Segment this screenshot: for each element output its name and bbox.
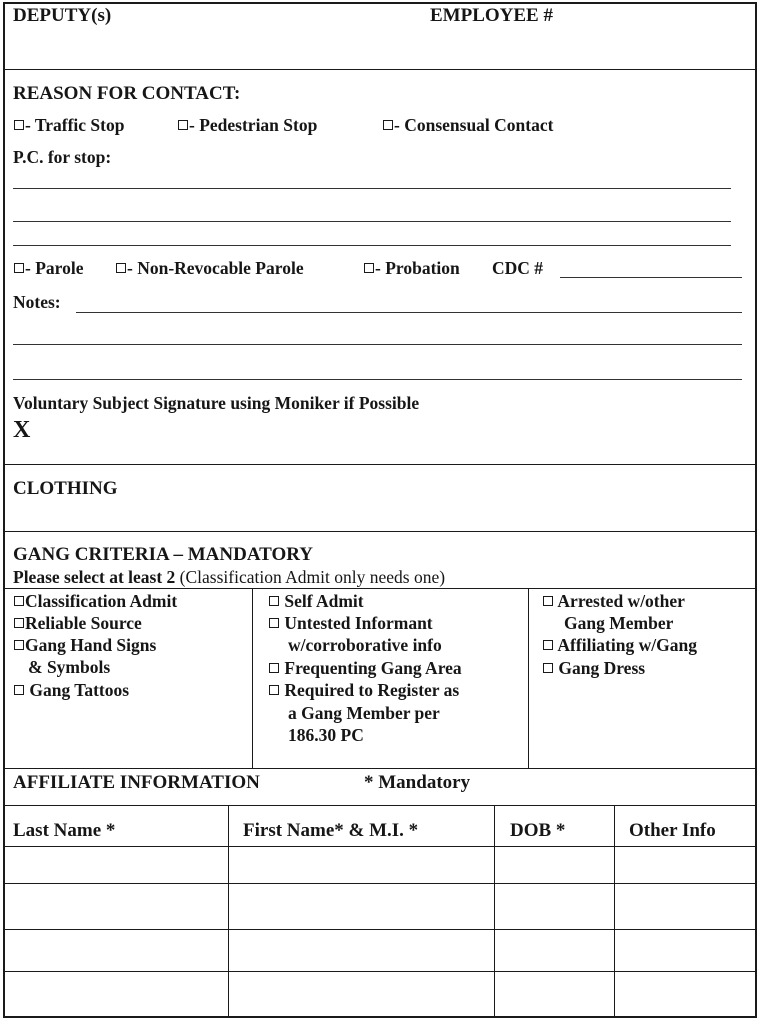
checkbox-icon[interactable] xyxy=(14,685,24,695)
checkbox-icon[interactable] xyxy=(543,640,553,650)
checkbox-icon[interactable] xyxy=(543,663,553,673)
criteria-label: Affiliating w/Gang xyxy=(557,635,697,655)
checkbox-icon[interactable] xyxy=(14,263,24,273)
parole-label: - Parole xyxy=(25,258,84,278)
checkbox-icon[interactable] xyxy=(14,596,24,606)
checkbox-icon[interactable] xyxy=(543,596,553,606)
signature-mark[interactable]: X xyxy=(13,417,31,443)
pc-for-stop-label: P.C. for stop: xyxy=(13,147,112,167)
checkbox-icon[interactable] xyxy=(14,120,24,130)
column-header-dob: DOB * xyxy=(510,820,566,841)
criteria-affiliating-with-gang[interactable] xyxy=(543,637,697,655)
criteria-label: Gang Tattoos xyxy=(29,680,130,700)
checkbox-icon[interactable] xyxy=(383,120,393,130)
reason-for-contact-heading: REASON FOR CONTACT: xyxy=(13,83,241,104)
table-cell-dob[interactable] xyxy=(496,931,613,970)
employee-number-label: EMPLOYEE # xyxy=(430,5,553,26)
table-top-border xyxy=(4,805,756,806)
traffic-stop-option[interactable] xyxy=(14,117,124,135)
criteria-untested-informant[interactable] xyxy=(269,615,433,633)
parole-option[interactable] xyxy=(14,260,83,278)
table-cell-first-name[interactable] xyxy=(230,973,493,1016)
checkbox-icon[interactable] xyxy=(116,263,126,273)
notes-line[interactable] xyxy=(13,344,742,345)
column-divider xyxy=(528,588,529,769)
table-cell-last-name[interactable] xyxy=(5,848,227,882)
checkbox-icon[interactable] xyxy=(14,640,24,650)
checkbox-icon[interactable] xyxy=(269,685,279,695)
section-divider xyxy=(4,531,756,532)
criteria-label: Required to Register as xyxy=(284,680,460,700)
affiliate-information-heading: AFFILIATE INFORMATION xyxy=(13,772,260,793)
pedestrian-stop-option[interactable] xyxy=(178,117,317,135)
table-cell-dob[interactable] xyxy=(496,848,613,882)
non-revocable-parole-label: - Non-Revocable Parole xyxy=(127,258,304,278)
pc-line[interactable] xyxy=(13,221,731,222)
clothing-heading: CLOTHING xyxy=(13,478,118,499)
cdc-number-line[interactable] xyxy=(560,277,742,278)
deputies-label: DEPUTY(s) xyxy=(13,5,112,26)
checkbox-icon[interactable] xyxy=(269,596,279,606)
checkbox-icon[interactable] xyxy=(178,120,188,130)
criteria-label-continued: a Gang Member per xyxy=(288,703,440,723)
criteria-label: Arrested w/other xyxy=(557,591,685,611)
column-divider xyxy=(252,588,253,769)
column-header-other-info: Other Info xyxy=(629,820,716,841)
table-cell-first-name[interactable] xyxy=(230,885,493,928)
criteria-label: Gang Hand Signs xyxy=(25,635,157,655)
criteria-label: Gang Dress xyxy=(558,658,646,678)
section-divider xyxy=(4,588,756,589)
column-header-last-name: Last Name * xyxy=(13,820,116,841)
criteria-required-to-register[interactable] xyxy=(269,682,459,700)
criteria-self-admit[interactable] xyxy=(269,593,364,611)
criteria-label-continued: Gang Member xyxy=(564,613,674,633)
criteria-label-continued: & Symbols xyxy=(28,657,111,677)
pc-line[interactable] xyxy=(13,188,731,189)
criteria-gang-tattoos[interactable] xyxy=(14,682,129,700)
mandatory-note: * Mandatory xyxy=(364,772,471,793)
criteria-label: Untested Informant xyxy=(284,613,433,633)
criteria-label: Frequenting Gang Area xyxy=(284,658,462,678)
consensual-contact-label: - Consensual Contact xyxy=(394,115,554,135)
table-cell-first-name[interactable] xyxy=(230,848,493,882)
criteria-frequenting-gang-area[interactable] xyxy=(269,660,462,678)
table-cell-other-info[interactable] xyxy=(616,885,755,928)
table-column-divider xyxy=(228,805,229,1016)
notes-line[interactable] xyxy=(76,312,742,313)
table-row-border xyxy=(4,883,756,884)
criteria-label: Reliable Source xyxy=(25,613,142,633)
criteria-gang-dress[interactable] xyxy=(543,660,645,678)
criteria-label-continued: 186.30 PC xyxy=(288,725,364,745)
probation-option[interactable] xyxy=(364,260,460,278)
table-row-border xyxy=(4,971,756,972)
table-column-divider xyxy=(494,805,495,1016)
notes-line[interactable] xyxy=(13,379,742,380)
probation-label: - Probation xyxy=(375,258,460,278)
criteria-arrested-with-other[interactable] xyxy=(543,593,685,611)
section-divider xyxy=(4,464,756,465)
gang-criteria-instruction xyxy=(13,569,445,587)
checkbox-icon[interactable] xyxy=(14,618,24,628)
criteria-label-continued: w/corroborative info xyxy=(288,635,442,655)
notes-label: Notes: xyxy=(13,292,61,312)
criteria-label: Classification Admit xyxy=(25,591,178,611)
section-divider xyxy=(4,768,756,769)
table-cell-other-info[interactable] xyxy=(616,973,755,1016)
cdc-number-label: CDC # xyxy=(492,258,544,278)
table-cell-dob[interactable] xyxy=(496,973,613,1016)
checkbox-icon[interactable] xyxy=(364,263,374,273)
traffic-stop-label: - Traffic Stop xyxy=(25,115,125,135)
table-cell-last-name[interactable] xyxy=(5,885,227,928)
section-divider xyxy=(4,69,756,70)
table-cell-last-name[interactable] xyxy=(5,973,227,1016)
table-cell-other-info[interactable] xyxy=(616,931,755,970)
signature-label: Voluntary Subject Signature using Moniker if Possible xyxy=(13,393,420,413)
pedestrian-stop-label: - Pedestrian Stop xyxy=(189,115,318,135)
non-revocable-parole-option[interactable] xyxy=(116,260,304,278)
table-column-divider xyxy=(614,805,615,1016)
table-cell-last-name[interactable] xyxy=(5,931,227,970)
consensual-contact-option[interactable] xyxy=(383,117,553,135)
instruction-bold: Please select at least 2 xyxy=(13,567,176,587)
criteria-label: Self Admit xyxy=(284,591,364,611)
table-cell-dob[interactable] xyxy=(496,885,613,928)
checkbox-icon[interactable] xyxy=(269,663,279,673)
instruction-note: (Classification Admit only needs one) xyxy=(179,567,446,587)
table-cell-other-info[interactable] xyxy=(616,848,755,882)
checkbox-icon[interactable] xyxy=(269,618,279,628)
table-cell-first-name[interactable] xyxy=(230,931,493,970)
table-row-border xyxy=(4,846,756,847)
gang-criteria-heading: GANG CRITERIA – MANDATORY xyxy=(13,544,314,565)
criteria-gang-hand-signs[interactable] xyxy=(14,637,156,655)
column-header-first-name: First Name* & M.I. * xyxy=(243,820,419,841)
table-row-border xyxy=(4,929,756,930)
criteria-reliable-source[interactable] xyxy=(14,615,142,633)
pc-line[interactable] xyxy=(13,245,731,246)
criteria-classification-admit[interactable] xyxy=(14,593,177,611)
